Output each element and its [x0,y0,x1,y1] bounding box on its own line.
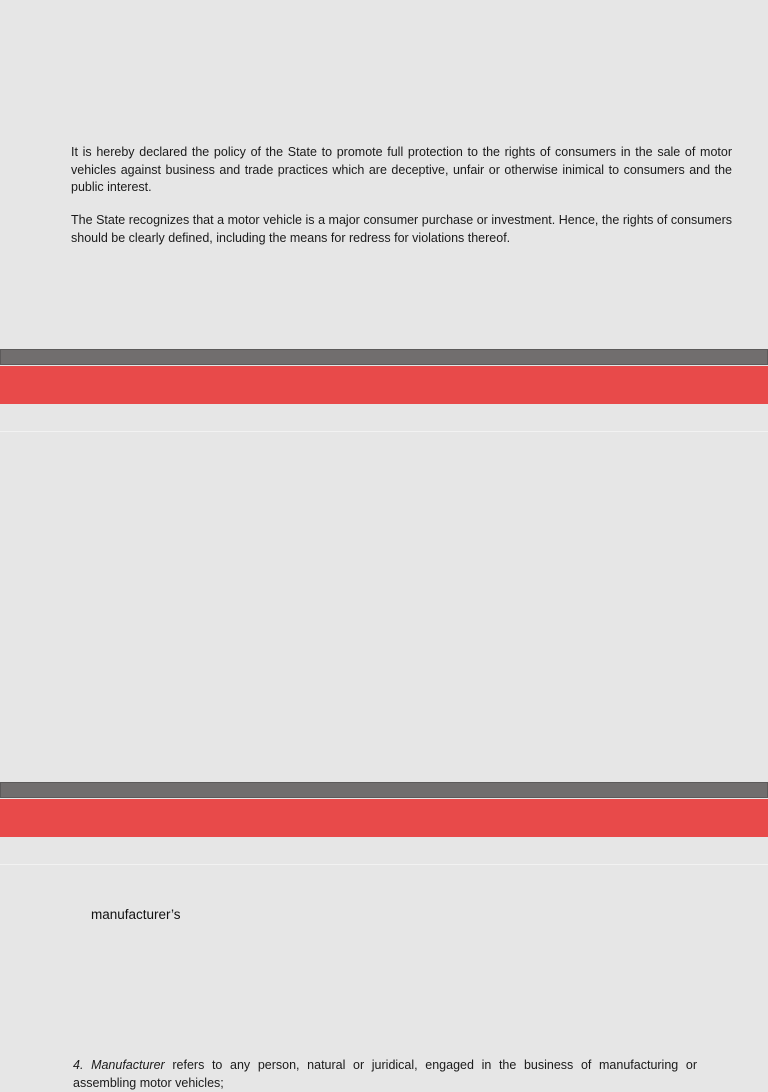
policy-paragraph-1: It is hereby declared the policy of the State to promote full protection to the rights of consumers in the sale of motor vehicles against business and trade practices which are deceptive, unfair or otherwise inimical to consumers and the public interest. [71,145,732,194]
divider-gray-band [0,349,768,365]
definition-term: 4. Manufacturer [73,1058,165,1072]
divider-red-band [0,799,768,837]
slide-declaration-of-policy [0,0,768,349]
definition-text: refers to any person, natural or juridical, engaged in the business of manufacturing or assembling motor vehicles; [73,1058,697,1090]
manufacturers-label: manufacturer’s [91,907,181,922]
divider-red-band [0,366,768,404]
divider-gray-band [0,782,768,798]
divider-gap [0,404,768,432]
manufacturer-definition [73,1057,697,1092]
slide-manufacturer-label [0,866,768,1024]
policy-paragraph-2: The State recognizes that a motor vehicle is a major consumer purchase or investment. Hence, the rights of consumers should be clearly defined, including the means for redress for violations thereof. [71,213,732,245]
divider-gap [0,837,768,865]
